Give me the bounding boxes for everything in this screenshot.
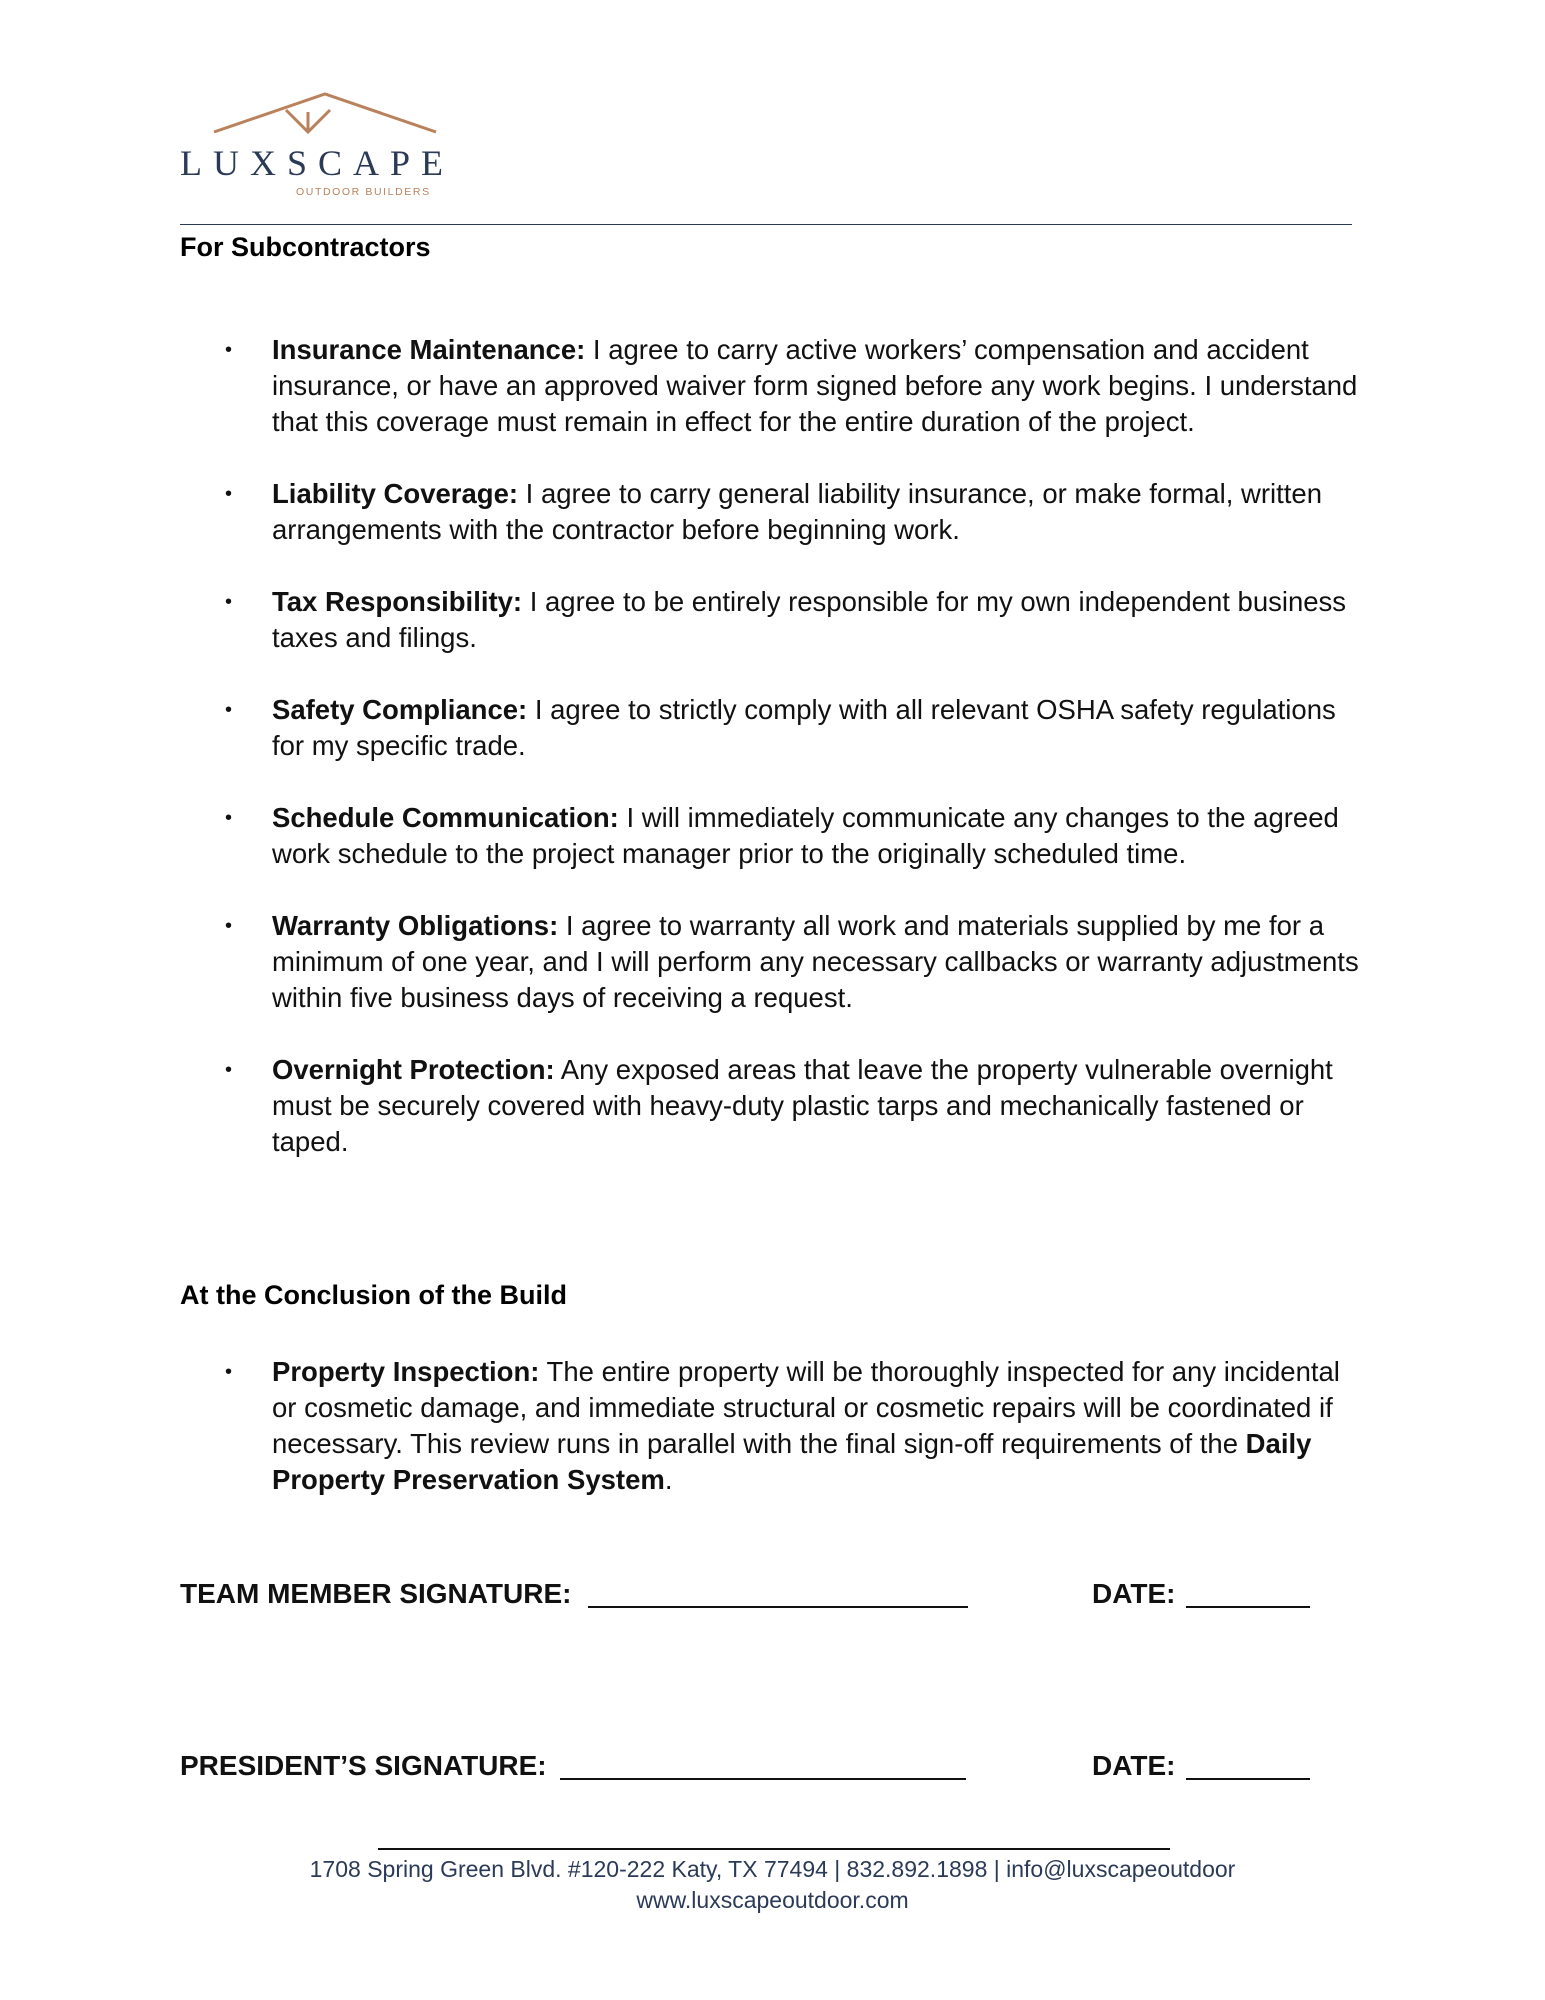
team-member-date-line[interactable] (1186, 1606, 1310, 1608)
footer-website-link[interactable]: www.luxscapeoutdoor.com (636, 1887, 909, 1913)
team-member-date-label: DATE: (1092, 1578, 1176, 1609)
list-item (180, 1052, 1360, 1160)
list-item (180, 332, 1360, 440)
bullet-icon: • (225, 1059, 233, 1081)
term-bold-reference: Daily Property Preservation System (272, 1428, 1312, 1495)
bullet-icon: • (225, 339, 233, 361)
bullet-icon: • (225, 699, 233, 721)
president-date-line[interactable] (1186, 1778, 1310, 1780)
term-title: Property Inspection: (272, 1356, 540, 1387)
company-logo (178, 88, 478, 198)
bullet-icon: • (225, 1361, 233, 1383)
list-item (180, 908, 1360, 1016)
president-date-label: DATE: (1092, 1750, 1176, 1781)
bullet-icon: • (225, 915, 233, 937)
team-member-signature-label: TEAM MEMBER SIGNATURE: (180, 1578, 572, 1609)
term-text: I agree to strictly comply with all relevant OSHA safety regulations for my specific trade. (272, 694, 1336, 761)
bullet-icon: • (225, 807, 233, 829)
footer-address (0, 1856, 1545, 1883)
term-title: Warranty Obligations: (272, 910, 559, 941)
footer-divider (378, 1848, 1170, 1850)
term-text: Any exposed areas that leave the property vulnerable overnight must be securely covered with heavy-duty plastic tarps and mechanically fastened or taped. (272, 1054, 1333, 1157)
list-item (180, 1354, 1360, 1498)
president-signature-line[interactable] (560, 1778, 966, 1780)
term-tail: . (664, 1464, 673, 1495)
president-signature-label: PRESIDENT’S SIGNATURE: (180, 1750, 547, 1781)
section-title-subcontractors: For Subcontractors (180, 232, 431, 262)
section-title-conclusion: At the Conclusion of the Build (180, 1280, 567, 1310)
term-text: I agree to carry active workers’ compensation and accident insurance, or have an approved waiver form signed before any work begins. I understand that this coverage must remain in effect for the entire duration of the project. (272, 334, 1358, 437)
term-title: Overnight Protection: (272, 1054, 555, 1085)
term-title: Insurance Maintenance: (272, 334, 586, 365)
term-text: I agree to warranty all work and materials supplied by me for a minimum of one year, and I will perform any necessary callbacks or warranty adjustments within five business days of receiving a request. (272, 910, 1359, 1013)
term-title: Safety Compliance: (272, 694, 528, 725)
term-title: Schedule Communication: (272, 802, 619, 833)
term-text: I agree to be entirely responsible for my own independent business taxes and filings. (272, 586, 1347, 653)
roof-logo-icon (178, 88, 478, 148)
term-text: The entire property will be thoroughly inspected for any incidental or cosmetic damage, and immediate structural or cosmetic repairs will be coordinated if necessary. This review runs in parallel with the final sign-off requirements of the (272, 1356, 1340, 1459)
list-item (180, 800, 1360, 872)
term-text: I agree to carry general liability insurance, or make formal, written arrangements with the contractor before beginning work. (272, 478, 1322, 545)
term-title: Tax Responsibility: (272, 586, 523, 617)
list-item (180, 692, 1360, 764)
term-title: Liability Coverage: (272, 478, 519, 509)
list-item (180, 584, 1360, 656)
logo-wordmark: LUXSCAPE (180, 143, 455, 183)
bullet-icon: • (225, 591, 233, 613)
team-member-signature-line[interactable] (588, 1606, 968, 1608)
conclusion-terms-list (180, 1354, 1360, 1534)
subcontractor-terms-list (180, 332, 1360, 1196)
logo-tagline: OUTDOOR BUILDERS (296, 186, 431, 198)
bullet-icon: • (225, 483, 233, 505)
header-divider (180, 224, 1352, 225)
footer-address-text: 1708 Spring Green Blvd. #120-222 Katy, TX 77494 | 832.892.1898 | info@luxscapeoutdoor (309, 1856, 1236, 1882)
term-text: I will immediately communicate any changes to the agreed work schedule to the project manager prior to the originally scheduled time. (272, 802, 1339, 869)
list-item (180, 476, 1360, 548)
footer-website (0, 1887, 1545, 1914)
